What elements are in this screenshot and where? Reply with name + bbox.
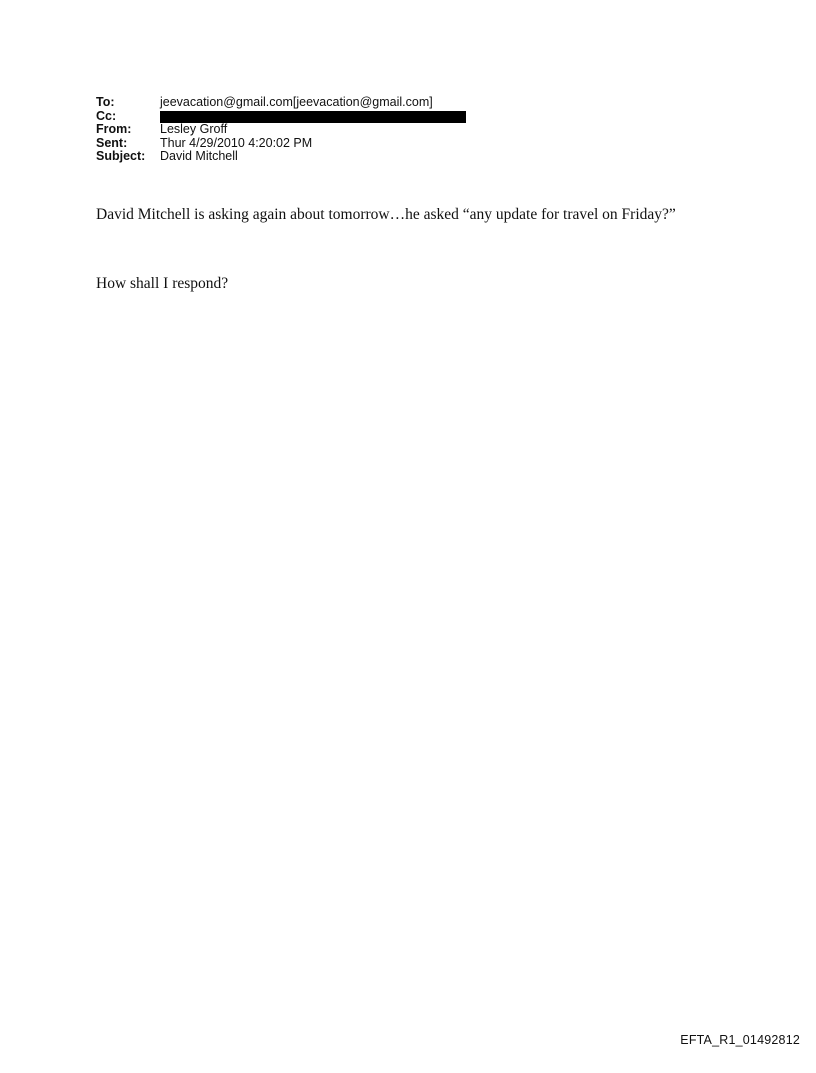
to-value: jeevacation@gmail.com[jeevacation@gmail.com] [160,95,433,109]
document-id: EFTA_R1_01492812 [680,1033,800,1047]
sent-label: Sent: [96,135,128,150]
cc-label: Cc: [96,108,117,123]
sent-row [96,137,466,151]
subject-label: Subject: [96,149,146,164]
from-value: Lesley Groff [160,122,228,137]
cc-row [96,110,466,124]
email-header [96,96,466,164]
to-label: To: [96,95,115,109]
subject-value: David Mitchell [160,149,238,164]
body-paragraph: David Mitchell is asking again about tomorrow…he asked “any update for travel on Friday?” [96,206,676,223]
to-row [96,96,466,110]
sent-value: Thur 4/29/2010 4:20:02 PM [160,135,313,150]
subject-row [96,150,466,164]
from-label: From: [96,122,132,137]
body-paragraph: How shall I respond? [96,275,229,292]
cc-redaction-bar [160,111,466,123]
from-row [96,123,466,137]
